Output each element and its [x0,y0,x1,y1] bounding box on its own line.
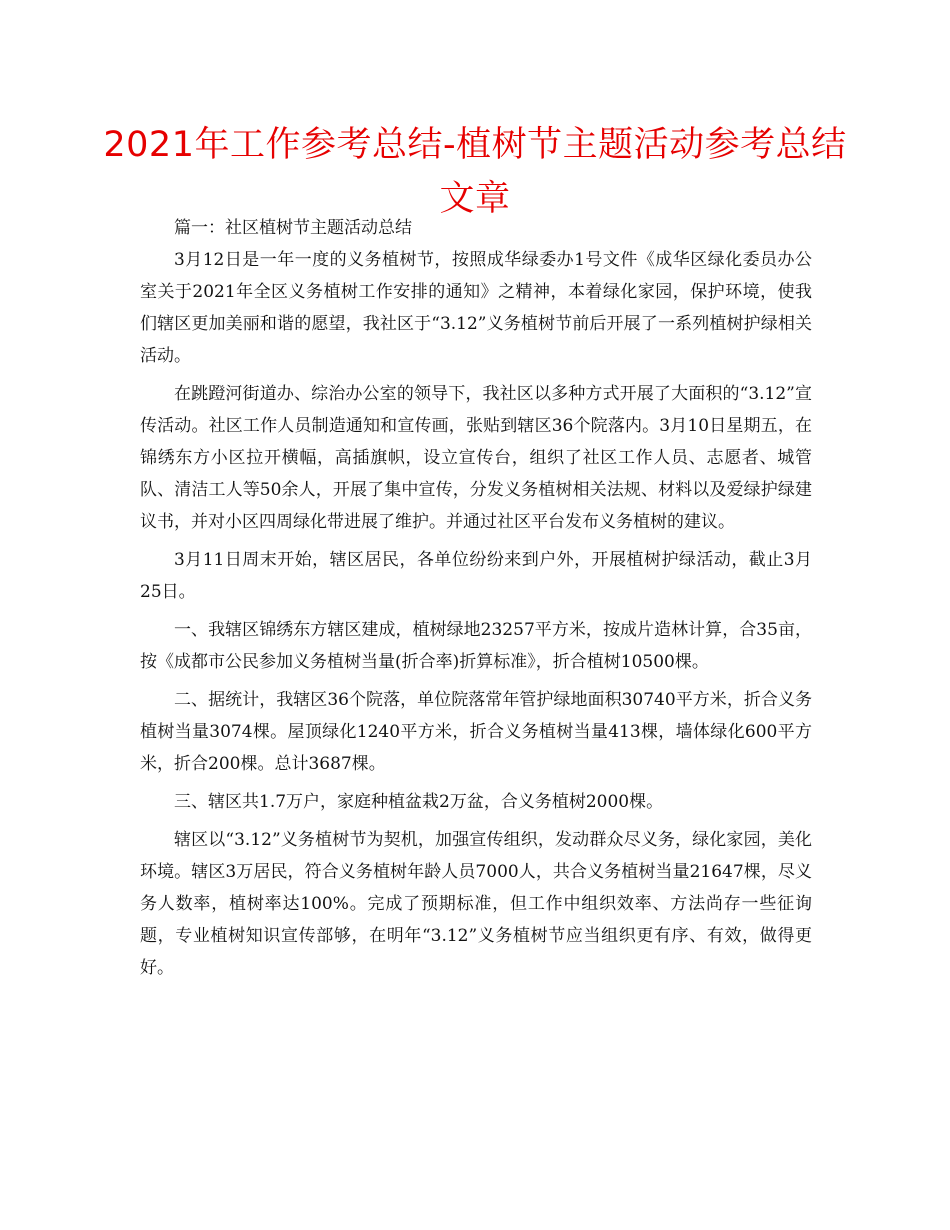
paragraph: 一、我辖区锦绣东方辖区建成，植树绿地23257平方米，按成片造林计算，合35亩，按《成都市公民参加义务植树当量(折合率)折算标准》，折合植树10500棵。 [140,620,812,672]
section-heading: 篇一：社区植树节主题活动总结 [174,218,412,238]
document-title: 2021年工作参考总结-植树节主题活动参考总结文章 [103,125,847,219]
paragraph: 三、辖区共1.7万户，家庭种植盆栽2万盆，合义务植树2000棵。 [174,792,664,812]
paragraph: 3月11日周末开始，辖区居民，各单位纷纷来到户外，开展植树护绿活动，截止3月25日。 [140,550,812,602]
paragraph: 二、据统计，我辖区36个院落，单位院落常年管护绿地面积30740平方米，折合义务植树当量3074棵。屋顶绿化1240平方米，折合义务植树当量413棵，墙体绿化600平方米，折合200棵。总计3687棵。 [140,690,812,774]
document-body [140,212,812,984]
paragraph: 在跳蹬河街道办、综治办公室的领导下，我社区以多种方式开展了大面积的“3.12”宣传活动。社区工作人员制造通知和宣传画，张贴到辖区36个院落内。3月10日星期五，在锦绣东方小区拉开横幅，高插旗帜，设立宣传台，组织了社区工作人员、志愿者、城管队、清洁工人等50余人，开展了集中宣传，分发义务植树相关法规、材料以及爱绿护绿建议书，并对小区四周绿化带进展了维护。并通过社区平台发布义务植树的建议。 [140,384,812,532]
paragraph: 3月12日是一年一度的义务植树节，按照成华绿委办1号文件《成华区绿化委员办公室关于2021年全区义务植树工作安排的通知》之精神，本着绿化家园，保护环境，使我们辖区更加美丽和谐的愿望，我社区于“3.12”义务植树节前后开展了一系列植树护绿相关活动。 [140,250,812,366]
paragraph: 辖区以“3.12”义务植树节为契机，加强宣传组织，发动群众尽义务，绿化家园，美化环境。辖区3万居民，符合义务植树年龄人员7000人，共合义务植树当量21647棵，尽义务人数率，植树率达100%。完成了预期标准，但工作中组织效率、方法尚存一些征询题，专业植树知识宣传部够，在明年“3.12”义务植树节应当组织更有序、有效，做得更好。 [140,830,812,978]
